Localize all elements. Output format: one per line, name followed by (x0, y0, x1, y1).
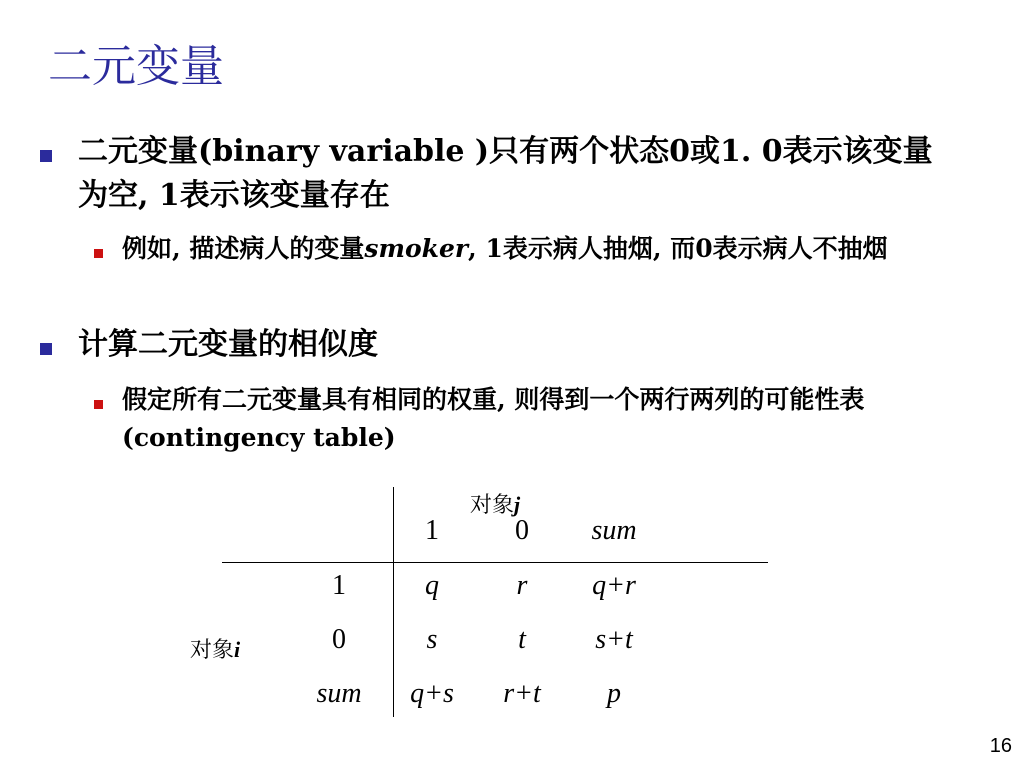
table-cell: q+r (592, 570, 636, 601)
row-group-label-text: 对象 (190, 638, 235, 663)
column-group-label-text: 对象 (470, 493, 515, 518)
table-cell: s (426, 624, 438, 655)
row-group-var: i (234, 637, 241, 662)
table-cell: q (425, 570, 439, 601)
sub-bullet-text-post: , 1表示病人抽烟, 而0表示病人不抽烟 (468, 234, 888, 263)
variable-name: smoker (364, 234, 469, 263)
column-header: sum (591, 515, 637, 546)
sub-bullet-text-pre: 例如, 描述病人的变量 (122, 234, 365, 263)
table-cell: t (518, 624, 526, 655)
column-header: 1 (425, 515, 439, 546)
table-cell: p (607, 678, 621, 709)
bullet-text: 二元变量(binary variable )只有两个状态0或1. 0表示该变量为空, 1表示该变量存在 (78, 134, 933, 213)
table-cell: s+t (595, 624, 633, 655)
row-header: 0 (332, 624, 346, 655)
column-group-var: j (514, 492, 521, 517)
row-group-label (190, 633, 240, 664)
row-header: sum (316, 678, 362, 709)
table-cell: r+t (503, 678, 541, 709)
page-number: 16 (989, 735, 1012, 757)
row-header: 1 (332, 570, 346, 601)
table-horizontal-rule (222, 562, 768, 563)
table-cell: r (516, 570, 528, 601)
column-group-label (470, 488, 520, 519)
sub-bullet-text: 假定所有二元变量具有相同的权重, 则得到一个两行两列的可能性表(contingency table) (122, 385, 865, 452)
slide-title: 二元变量 (48, 41, 224, 92)
column-header: 0 (515, 515, 529, 546)
table-vertical-rule (393, 487, 394, 717)
bullet-text: 计算二元变量的相似度 (78, 327, 378, 362)
table-cell: q+s (410, 678, 454, 709)
